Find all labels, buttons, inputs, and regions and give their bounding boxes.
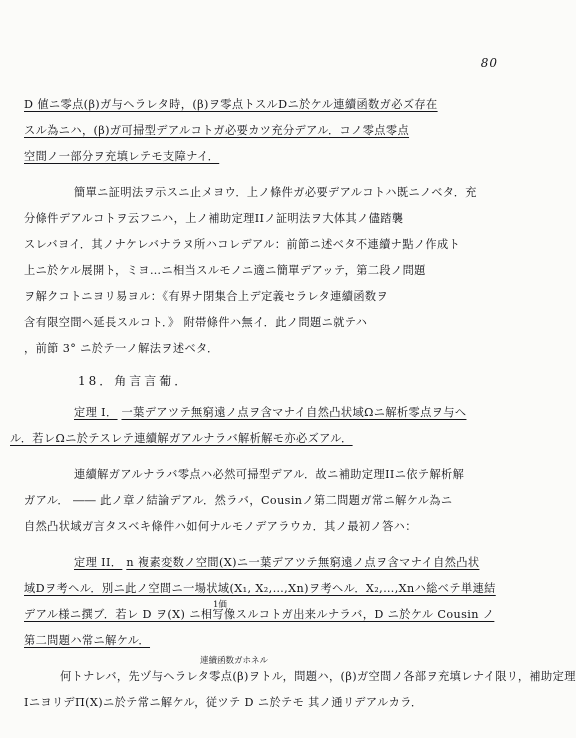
- theorem1-first-line: [74, 406, 466, 420]
- theorem1-line: 一葉デアツテ無窮遠ノ点ヲ含マナイ自然凸状域Ωニ解析零点ヲ与へ: [121, 406, 467, 419]
- paragraph2-line: ，前節 3° ニ於テ一ノ解法ヲ述ベタ．: [24, 342, 219, 355]
- paragraph4-line: 何トナレバ，先ヅ与ヘラレタ零点(β)ヲトル，問題ハ，(β)ガ空間ノ各部ヲ充填レナイ限リ，補助定理: [60, 670, 576, 683]
- paragraph2-line: スレバヨイ．其ノナケレバナラヌ所ハコレデアル：前節ニ述ベタ不連續ナ點ノ作成ト: [24, 238, 461, 251]
- paragraph1-line: 空間ノ一部分ヲ充填レテモ支障ナイ．: [24, 150, 220, 163]
- page-number: 80: [480, 56, 498, 70]
- paragraph2-line: 上ニ於ケル展開ト，ミヨ…ニ相当スルモノニ適ニ簡單デアッテ，第二段ノ問題: [24, 264, 426, 277]
- theorem1-line: ル．若レΩニ於テスレテ連續解ガアルナラバ解析解モ亦必ズアル．: [10, 432, 353, 445]
- inline-note: 連續函数ガホネル: [200, 656, 269, 666]
- paragraph3-line: ガアル． ―― 此ノ章ノ結論デアル．然ラバ，Cousinノ第二問題ガ常ニ解ケル為ニ: [24, 494, 453, 507]
- section-heading: 18．角言言葡．: [78, 374, 190, 388]
- paragraph2-line: 分條件デアルコトヲ云フニハ，上ノ補助定理IIノ証明法ヲ大体其ノ儘踏襲: [24, 212, 404, 225]
- paragraph2-line: ヲ解クコトニヨリ易ヨル：《有界ナ閉集合上デ定義セラレタ連續函数ヲ: [24, 290, 389, 303]
- theorem2-line: デアル様ニ撰ブ．若レ D ヲ(X) ニ相写像スルコトガ出来ルナラバ，D ニ於ケル Cousin ノ: [24, 608, 495, 621]
- theorem2-first-line: [74, 556, 479, 570]
- paragraph2-line: 含有限空間ヘ延長スルコト．》 附帯條件ハ無イ．此ノ問題ニ就テハ: [24, 316, 368, 329]
- paragraph1-line: スル為ニハ，(β)ガ可掃型デアルコトガ必要カツ充分デアル．コノ零点零点: [24, 124, 410, 137]
- paragraph2-line: 簡單ニ証明法ヲ示スニ止メヨウ．上ノ條件ガ必要デアルコトハ既ニノベタ．充: [74, 186, 477, 199]
- theorem2-line: 域Dヲ考ヘル．別ニ此ノ空間ニ一場状域(X₁, X₂,…,Xn)ヲ考ヘル．X₂,…,Xnハ総ベテ単連結: [24, 582, 496, 595]
- paragraph4-line: IニヨリデΠ(X)ニ於テ常ニ解ケル，従ツテ D ニ於テモ 其ノ通リデアルカラ．: [24, 696, 423, 709]
- inline-note: 1価: [213, 600, 227, 610]
- theorem2-line: n 複素変数ノ空間(X)ニ一葉デアツテ無窮遠ノ点ヲ含マナイ自然凸状: [126, 556, 480, 569]
- theorem2-label: 定理 II．: [74, 556, 123, 569]
- theorem1-label: 定理 I．: [74, 406, 118, 419]
- theorem2-line: 第二問題ハ常ニ解ケル．: [24, 634, 151, 647]
- paragraph1-line: D 値ニ零点(β)ガ与ヘラレタ時，(β)ヲ零点トスルDニ於ケル連續函数ガ必ズ存在: [24, 98, 438, 111]
- paragraph3-line: 自然凸状域ガ言タスベキ條件ハ如何ナルモノデアラウカ．其ノ最初ノ答ハ：: [24, 520, 417, 533]
- paragraph3-line: 連續解ガアルナラバ零点ハ必然可掃型デアル．故ニ補助定理IIニ依テ解析解: [74, 468, 465, 481]
